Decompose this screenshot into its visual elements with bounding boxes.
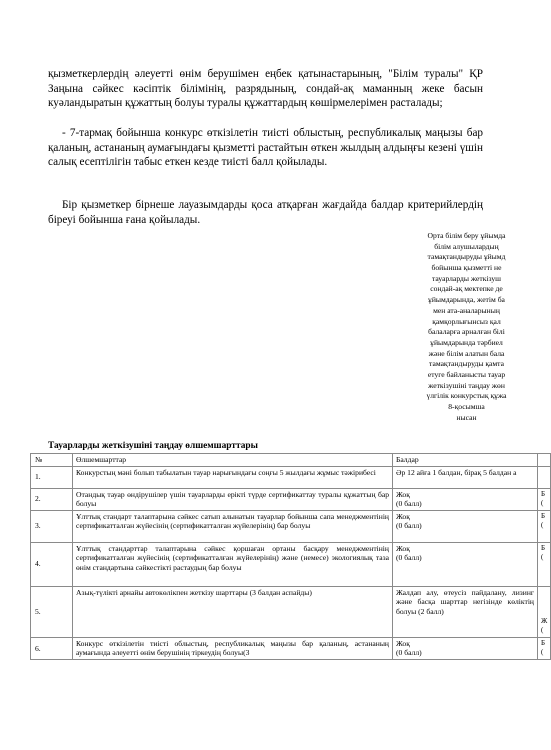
row-edge: Б (: [538, 510, 551, 542]
appendix-note-line: тамақтандыруды ұйымд: [427, 252, 506, 262]
appendix-note-line: нысан: [456, 412, 477, 422]
paragraph-3: Бір қызметкер бірнеше лауазымдарды қоса атқарған жағдайда балдар критерийлердің біреуі бойынша ғана қойылады.: [48, 199, 483, 226]
row-points: Жоқ (0 балл): [393, 488, 538, 510]
appendix-note-line: тауарларды жеткізуш: [432, 273, 501, 283]
paragraph-2: - 7-тармақ бойынша конкурс өткізілетін тиісті облыстың, республикалық маңызы бар қаланың, астананың аумағындағы қызметті растайтын өткен жылдың алдыңғы кезені үшін салық есептілігін табыс еткен кезде тиісті балл қойылады.: [48, 127, 483, 169]
row-criterion: Ұлттық стандарттар талаптарына сәйкес қоршаған ортаны басқару менеджментінің сертификатталған жүйесінің (сертификатталған жүйелерінің) және (немесе) экологиялық таза өнім стандартына сәйкестікті растаудың бар болуы: [73, 542, 393, 586]
appendix-note-line: мен ата-аналарының: [433, 305, 500, 315]
row-edge: Б (: [538, 542, 551, 586]
table-header-row: [31, 454, 551, 467]
criteria-table: [30, 453, 551, 660]
appendix-note-line: сондай-ақ мектепке де: [430, 284, 503, 294]
header-criteria: Өлшемшарттар: [73, 454, 393, 467]
appendix-note-line: қамқорлығынсыз қал: [432, 316, 501, 326]
row-number: 4.: [31, 542, 73, 586]
row-edge: Ж (: [538, 586, 551, 637]
table-row: [31, 586, 551, 637]
row-criterion: Отандық тауар өндірушілер үшін тауарларды ерікті түрде сертификаттау туралы құжаттың бар болуы: [73, 488, 393, 510]
row-number: 1.: [31, 466, 73, 488]
header-number: №: [31, 454, 73, 467]
table-row: [31, 510, 551, 542]
table-row: [31, 542, 551, 586]
appendix-note-line: балаларға арналған білі: [428, 327, 505, 337]
row-edge: [538, 466, 551, 488]
row-criterion: Азық-түлікті арнайы автокөлікпен жеткізу шарттары (3 балдан аспайды): [73, 586, 393, 637]
appendix-note: [402, 231, 531, 423]
appendix-note-line: Орта білім беру ұйымда: [427, 231, 506, 240]
header-points: Балдар: [393, 454, 538, 467]
row-edge: Б (: [538, 488, 551, 510]
appendix-note-line: білім алушылардың: [434, 241, 499, 251]
appendix-note-line: үлгілік конкурстық құжа: [426, 391, 507, 401]
table-row: [31, 488, 551, 510]
appendix-note-line: бойынша қызметті не: [431, 263, 502, 273]
appendix-note-line: етуге байланысты тауар: [427, 369, 506, 379]
row-edge: Б (: [538, 637, 551, 659]
appendix-note-line: және білім алатын бала: [428, 348, 505, 358]
row-points: Жоқ (0 балл): [393, 510, 538, 542]
row-number: 3.: [31, 510, 73, 542]
row-criterion: Конкурс өткізілетін тиісті облыстың, республикалық маңызы бар қаланың, астананың аумағында әлеуетті өнім берушінің тіркеудің болуы(3: [73, 637, 393, 659]
row-criterion: Ұлттық стандарт талаптарына сәйкес сатып алынатын тауарлар бойынша сапа менеджментінің сертификатталған жүйесінің (сертификатталған жүйелерінің) бар болуы: [73, 510, 393, 542]
table-row: [31, 466, 551, 488]
paragraph-1: қызметкерлердің әлеуетті өнім берушімен еңбек қатынастарының, "Білім туралы" ҚР Заңына сәйкес кәсіптік білімінің, разрядының, сондай-ақ маманның жеке басын куәландыратын құжаттың болуы туралы құжаттардың көшірмелерімен расталады;: [48, 68, 483, 110]
row-number: 5.: [31, 586, 73, 637]
appendix-note-line: ұйымдарында, жетім ба: [428, 295, 505, 305]
row-criterion: Конкурстың мәні болып табылатын тауар нарығындағы соңғы 5 жылдағы жұмыс тәжірибесі: [73, 466, 393, 488]
row-points: Әр 12 айға 1 балдан, бірақ 5 балдан а: [393, 466, 538, 488]
appendix-note-line: 8-қосымша: [448, 402, 485, 411]
appendix-note-line: тамақтандыруды қамта: [429, 359, 504, 369]
criteria-table-wrap: [30, 453, 548, 743]
row-points: Жоқ (0 балл): [393, 542, 538, 586]
table-row: [31, 637, 551, 659]
row-number: 6.: [31, 637, 73, 659]
appendix-note-line: ұйымдарында тәрбиел: [430, 337, 503, 347]
row-number: 2.: [31, 488, 73, 510]
table-title: Тауарларды жеткізушіні таңдау өлшемшарттары: [48, 441, 258, 451]
row-points: Жалдап алу, өтеусіз пайдалану, лизинг және басқа шарттар негізінде көліктің болуы (2 балл): [393, 586, 538, 637]
appendix-note-line: жеткізушіні таңдау жөн: [428, 380, 505, 390]
header-edge: [538, 454, 551, 467]
row-points: Жоқ (0 балл): [393, 637, 538, 659]
